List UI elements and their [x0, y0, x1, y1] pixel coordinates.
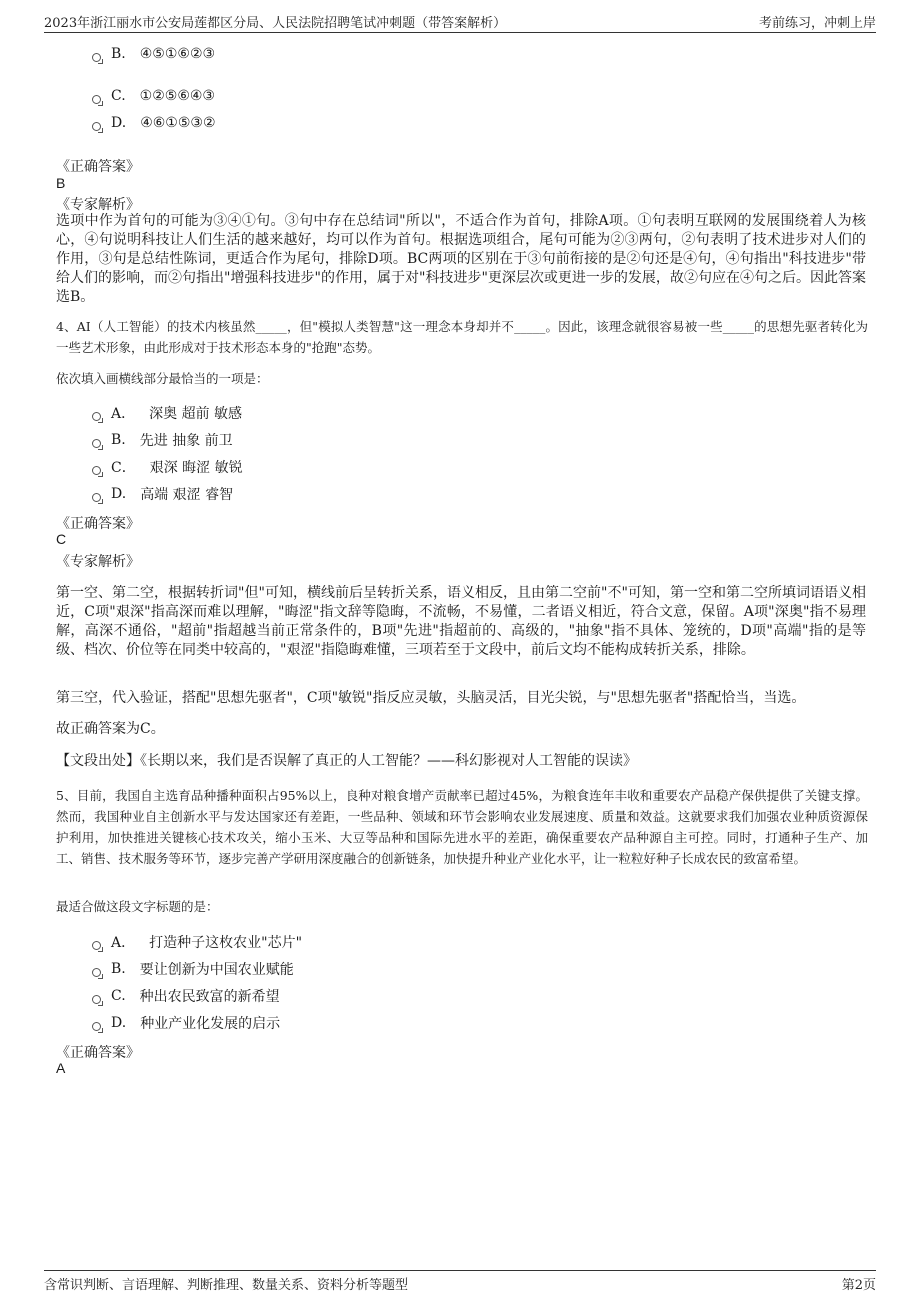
q3-option-d[interactable]: D. ④⑥①⑤③② [92, 115, 216, 131]
radio-icon[interactable] [92, 95, 101, 104]
footer-divider [44, 1270, 876, 1271]
radio-icon[interactable] [92, 439, 101, 448]
radio-icon[interactable] [92, 968, 101, 977]
page-header-slogan: 考前练习，冲刺上岸 [758, 16, 876, 31]
radio-icon[interactable] [92, 122, 101, 131]
q4-option-b[interactable]: B. 先进 抽象 前卫 [92, 430, 233, 450]
q5-prompt: 最适合做这段文字标题的是： [56, 899, 219, 914]
q5-option-a[interactable]: A． 打造种子这枚农业"芯片" [92, 932, 302, 952]
q3-answer: B [56, 175, 66, 191]
radio-icon[interactable] [92, 995, 101, 1004]
q4-analysis-p1: 第一空、第二空，根据转折词"但"可知，横线前后呈转折关系，语义相反，且由第二空前"不"可知，第一空和第二空所填词语语义相近，C项"艰深"指高深而难以理解，"晦涩"指文辞等隐晦，不流畅，不易懂，二者语义相近，符合文意，保留。A项"深奥"指不易理解，高深不通俗，"超前"指超越当前正常条件的，B项"先进"指超前的、高级的，"抽象"指不具体、笼统的，D项"高端"指的是等级、档次、价位等在同类中较高的，"艰涩"指隐晦难懂，三项若至于文段中，前后文均不能构成转折关系，排除。 [56, 585, 866, 658]
q4-option-d[interactable]: D. 高端 艰涩 睿智 [92, 484, 233, 504]
header-divider [44, 32, 876, 33]
radio-icon[interactable] [92, 941, 101, 950]
q4-option-c[interactable]: C． 艰深 晦涩 敏锐 [92, 457, 243, 477]
q4-analysis-p2: 第三空，代入验证，搭配"思想先驱者"，C项"敏锐"指反应灵敏，头脑灵活，目光尖锐，与"思想先驱者"搭配恰当，当选。 [56, 690, 806, 706]
q4-source: 【文段出处】《长期以来，我们是否误解了真正的人工智能？——科幻影视对人工智能的误读》 [56, 753, 637, 769]
q4-analysis-label: 《专家解析》 [56, 554, 140, 570]
q3-analysis: 选项中作为首句的可能为③④①句。③句中存在总结词"所以"，不适合作为首句，排除A项。①句表明互联网的发展围绕着人为核心，④句说明科技让人们生活的越来越好，均可以作为首句。根据选项组合，尾句可能为②③两句，②句表明了技术进步对人们的作用，③句是总结性陈词，更适合作为尾句，排除D项。BC两项的区别在于③句前衔接的是②句还是④句，④句指出"科技进步"带给人们的影响，而②句指出"增强科技进步"的作用，属于对"科技进步"更深层次或更进一步的发展，故②句应在④句之后。因此答案选B。 [56, 213, 866, 305]
q3-answer-label: 《正确答案》 [56, 159, 140, 175]
q5-option-b[interactable]: B. 要让创新为中国农业赋能 [92, 959, 294, 979]
footer-note: 含常识判断、言语理解、判断推理、数量关系、资料分析等题型 [44, 1278, 409, 1293]
radio-icon[interactable] [92, 466, 101, 475]
radio-icon[interactable] [92, 53, 101, 62]
q5-stem: 5、目前，我国自主选育品种播种面积占95%以上，良种对粮食增产贡献率已超过45%，为粮食连年丰收和重要农产品稳产保供提供了关键支撑。然而，我国种业自主创新水平与发达国家还有差距，一些品种、领域和环节会影响农业发展速度、质量和效益。这就要求我们加强农业种质资源保护利用，加快推进关键核心技术攻关，缩小玉米、大豆等品种和国际先进水平的差距，确保重要农产品种源自主可控。同时，打通种子生产、加工、销售、技术服务等环节，逐步完善产学研用深度融合的创新链条，加快提升种业产业化水平，让一粒粒好种子长成农民的致富希望。 [56, 788, 868, 866]
q5-answer-label: 《正确答案》 [56, 1045, 140, 1061]
q4-answer-label: 《正确答案》 [56, 516, 140, 532]
q4-answer: C [56, 531, 67, 547]
radio-icon[interactable] [92, 1022, 101, 1031]
q5-option-c[interactable]: C. 种出农民致富的新希望 [92, 986, 280, 1006]
q5-option-d[interactable]: D. 种业产业化发展的启示 [92, 1013, 280, 1033]
q5-answer: A [56, 1060, 66, 1076]
page-header-title: 2023年浙江丽水市公安局莲都区分局、人民法院招聘笔试冲刺题（带答案解析） [44, 16, 507, 31]
q4-option-a[interactable]: A． 深奥 超前 敏感 [92, 403, 242, 423]
radio-icon[interactable] [92, 412, 101, 421]
q3-option-b[interactable]: B. ④⑤①⑥②③ [92, 46, 215, 62]
q4-analysis-p3: 故正确答案为C。 [56, 721, 165, 737]
q4-prompt: 依次填入画横线部分最恰当的一项是： [56, 371, 269, 386]
q4-stem: 4、AI（人工智能）的技术内核虽然_____，但"模拟人类智慧"这一理念本身却并不_____。因此，该理念就很容易被一些_____的思想先驱者转化为一些艺术形象，由此形成对于技术形态本身的"抢跑"态势。 [56, 319, 868, 355]
q3-option-c[interactable]: C. ①②⑤⑥④③ [92, 88, 215, 104]
page-number: 第2页 [841, 1278, 876, 1293]
q3-analysis-label: 《专家解析》 [56, 197, 140, 213]
radio-icon[interactable] [92, 493, 101, 502]
